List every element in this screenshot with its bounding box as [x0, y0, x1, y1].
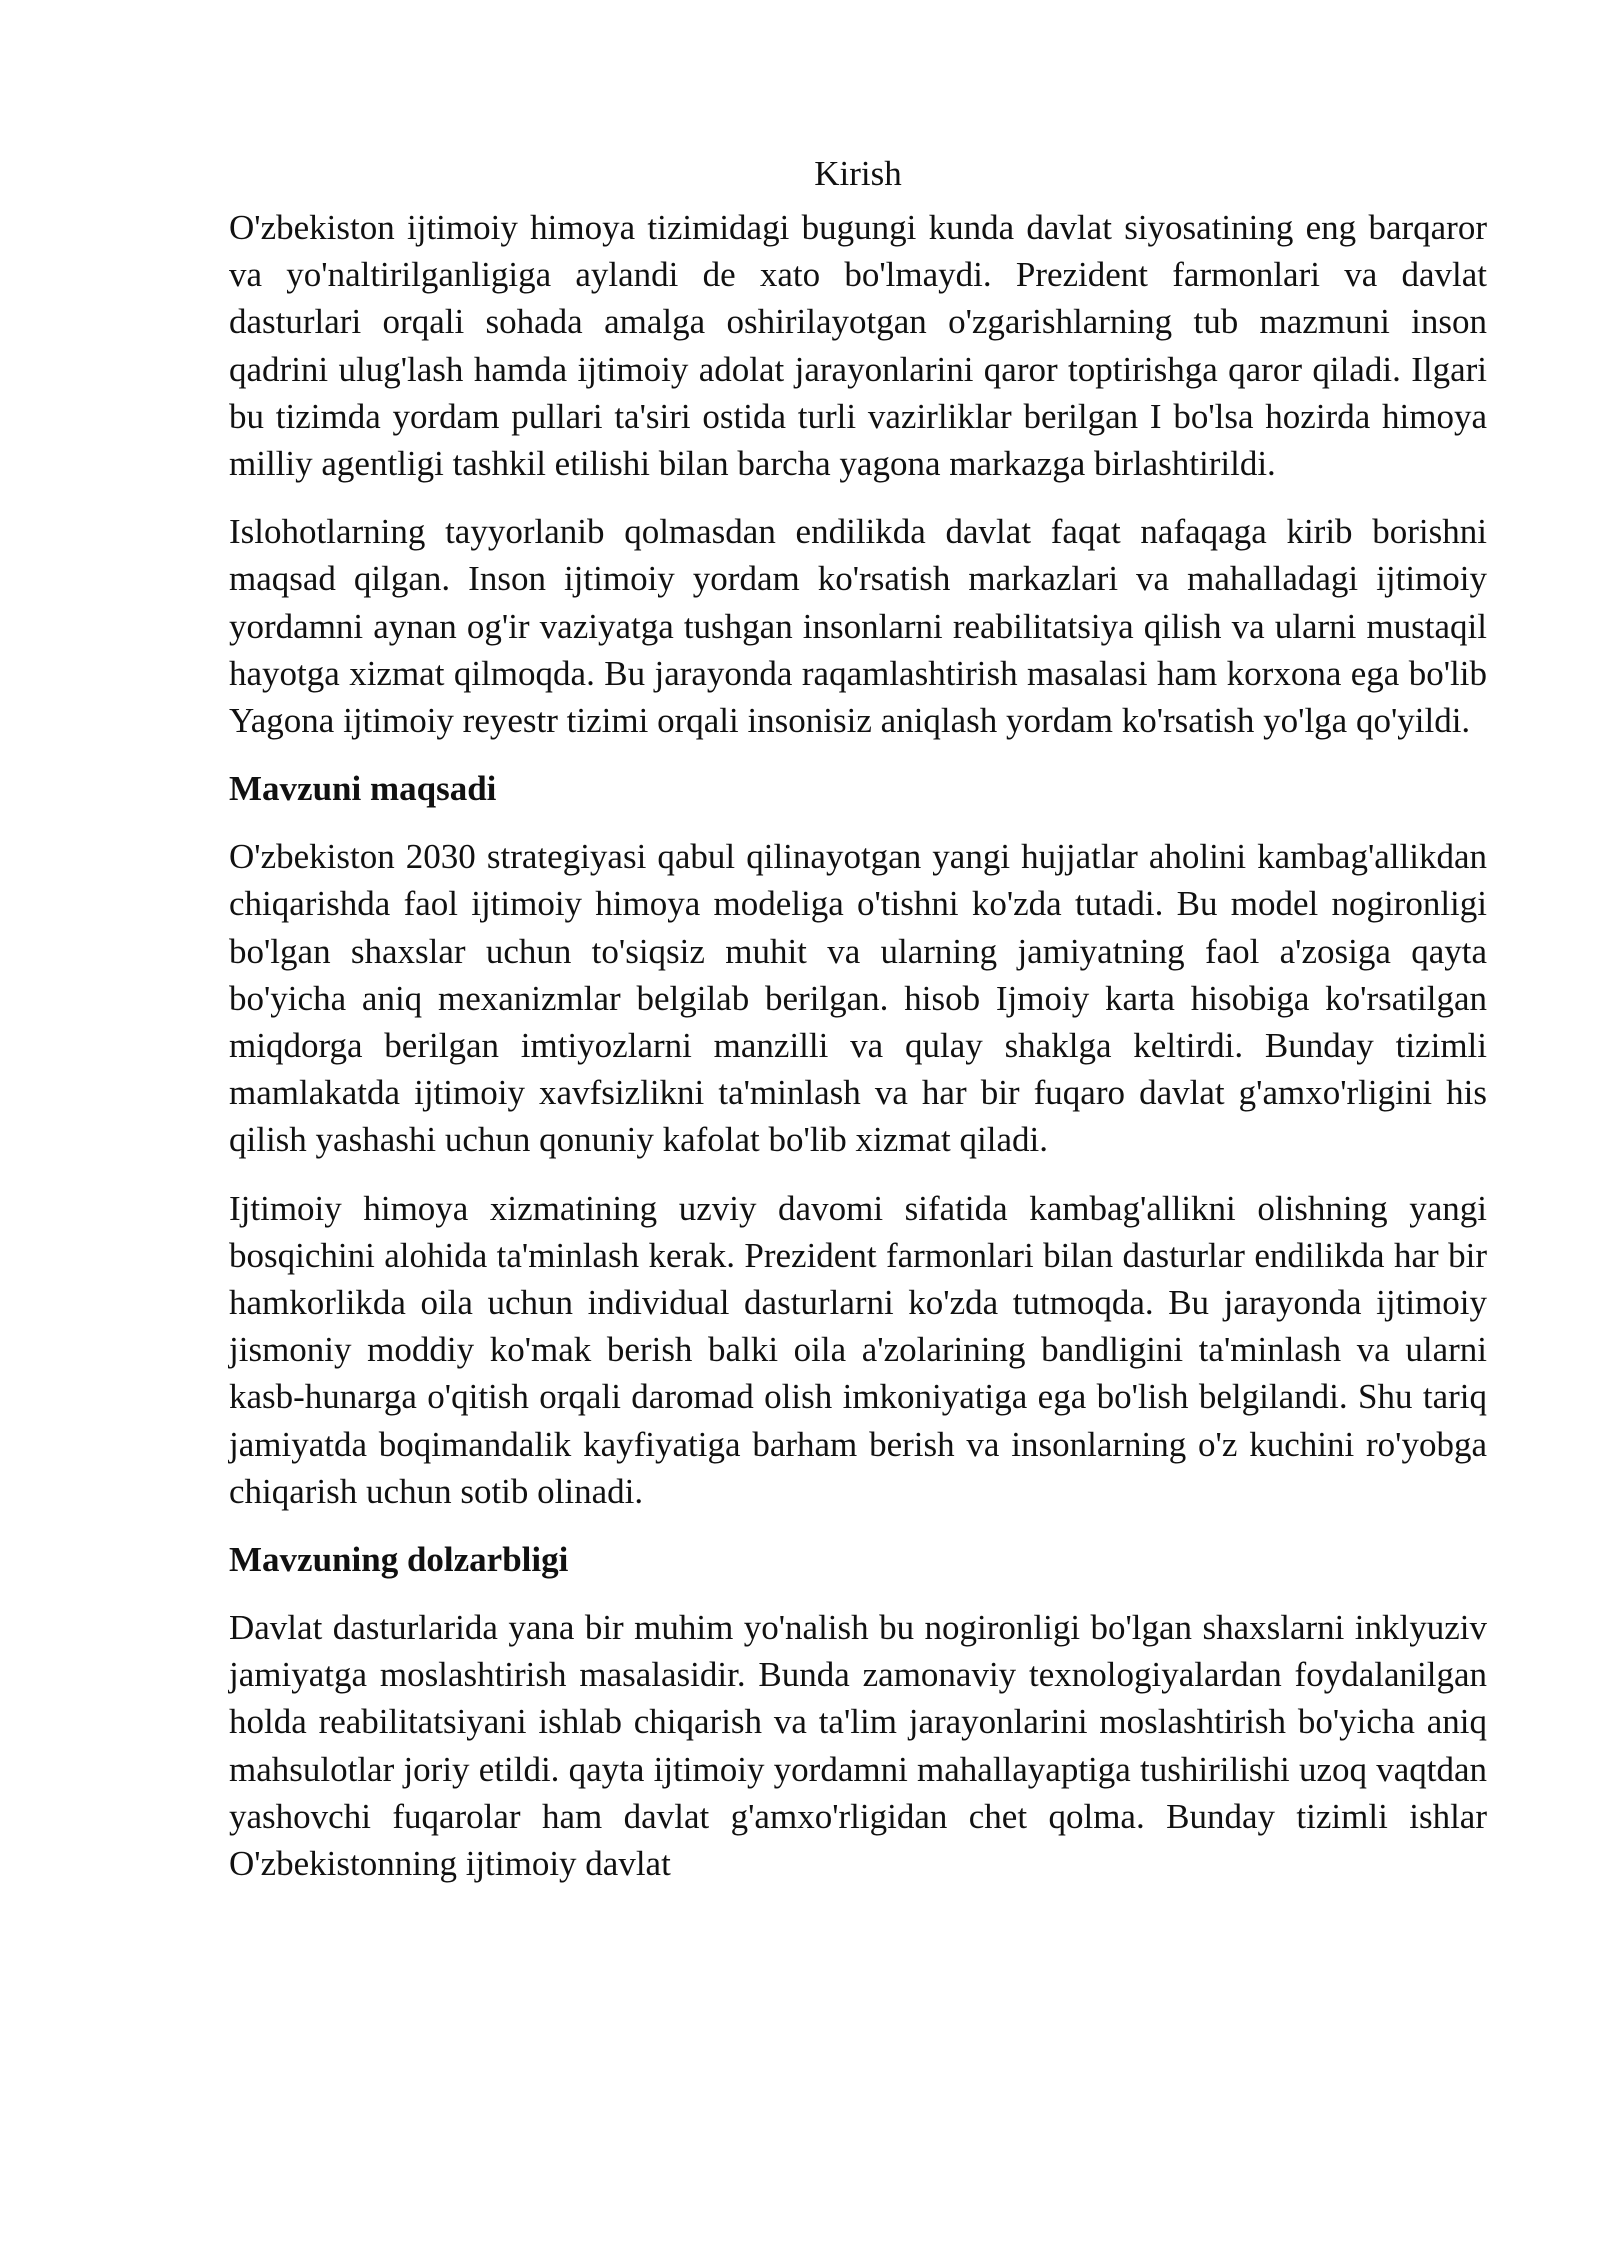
intro-paragraph-1: O'zbekiston ijtimoiy himoya tizimidagi bugungi kunda davlat siyosatining eng barqaror va yo'naltirilganligiga aylandi de xato bo'lmaydi. Prezident farmonlari va davlat dasturlari orqali sohada amalga oshirilayotgan o'zgarishlarning tub mazmuni inson qadrini ulug'lash hamda ijtimoiy adolat jarayonlarini qaror toptirishga qaror qiladi. Ilgari bu tizimda yordam pullari ta'siri ostida turli vazirliklar berilgan I bo'lsa hozirda himoya milliy agentligi tashkil etilishi bilan barcha yagona markazga birlashtirildi.	[229, 208, 1487, 484]
goal-paragraph-2: Ijtimoiy himoya xizmatining uzviy davomi sifatida kambag'allikni olishning yangi bosqichini alohida ta'minlash kerak. Prezident farmonlari bilan dasturlar endilikda har bir hamkorlikda oila uchun individual dasturlarni ko'zda tutmoqda. Bu jarayonda ijtimoiy jismoniy moddiy ko'mak berish balki oila a'zolarining bandligini ta'minlash va ularni kasb-hunarga o'qitish orqali daromad olish imkoniyatiga ega bo'lish belgilandi. Shu tariq jamiyatda boqimandalik kayfiyatiga barham berish va insonlarning o'z kuchini ro'yobga chiqarish uchun sotib olinadi.	[229, 1188, 1487, 1511]
intro-paragraph-2: Islohotlarning tayyorlanib qolmasdan endilikda davlat faqat nafaqaga kirib borishni maqsad qilgan. Inson ijtimoiy yordam ko'rsatish markazlari va mahalladagi ijtimoiy yordamni aynan og'ir vaziyatga tushgan insonlarni reabilitatsiya qilish va ularni mustaqil hayotga xizmat qilmoqda. Bu jarayonda raqamlashtirish masalasi ham korxona ega bo'lib Yagona ijtimoiy reyestr tizimi orqali insonisiz aniqlash yordam ko'rsatish yo'lga qo'yildi.	[229, 512, 1487, 741]
page-title: Kirish	[814, 154, 902, 193]
section-heading-relevance: Mavzuning dolzarbligi	[229, 1540, 569, 1580]
document-page	[229, 150, 1487, 1908]
section-heading-goal: Mavzuni maqsadi	[229, 769, 497, 809]
goal-paragraph-1: O'zbekiston 2030 strategiyasi qabul qilinayotgan yangi hujjatlar aholini kambag'allikdan chiqarishda faol ijtimoiy himoya modeliga o'tishni ko'zda tutadi. Bu model nogironligi bo'lgan shaxslar uchun to'siqsiz muhit va ularning jamiyatning faol a'zosiga qayta bo'yicha aniq mexanizmlar belgilab berilgan. hisob Ijmoiy karta hisobiga ko'rsatilgan miqdorga berilgan imtiyozlarni manzilli va qulay shaklga keltirdi. Bunday tizimli mamlakatda ijtimoiy xavfsizlikni ta'minlash va har bir fuqaro davlat g'amxo'rligini his qilish yashashi uchun qonuniy kafolat bo'lib xizmat qiladi.	[229, 837, 1487, 1160]
relevance-paragraph-1: Davlat dasturlarida yana bir muhim yo'nalish bu nogironligi bo'lgan shaxslarni inklyuziv jamiyatga moslashtirish masalasidir. Bunda zamonaviy texnologiyalardan foydalanilgan holda reabilitatsiyani ishlab chiqarish va ta'lim jarayonlarini moslashtirish bo'yicha aniq mahsulotlar joriy etildi. qayta ijtimoiy yordamni mahallayaptiga tushirilishi uzoq vaqtdan yashovchi fuqarolar ham davlat g'amxo'rligidan chet qolma. Bunday tizimli ishlar O'zbekistonning ijtimoiy davlat	[229, 1608, 1487, 1884]
